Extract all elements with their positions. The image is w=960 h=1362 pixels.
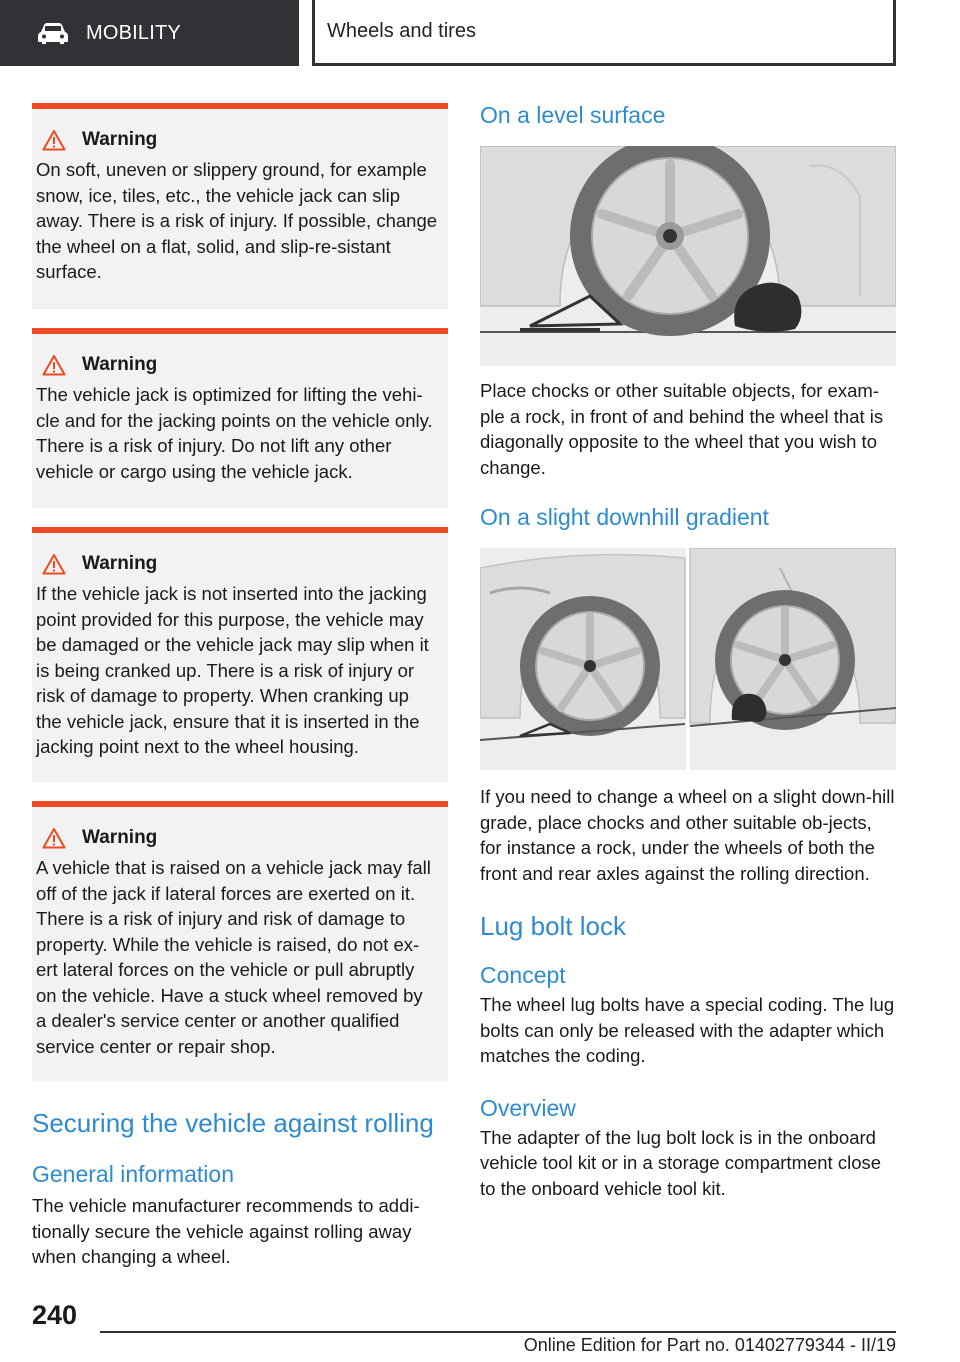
subsection-heading: On a slight downhill gradient — [480, 504, 769, 530]
warning-text: A vehicle that is raised on a vehicle jack may fall off of the jack if lateral forces are exerted on it. There is a risk of injury and risk of damage to property. While the vehicle is raised, do not ex-ert lateral forces on the vehicle or pull abruptly on the vehicle. Have a stuck wheel removed by a dealer's service center or another qualified service center or repair shop. — [36, 857, 431, 1057]
right-column — [480, 100, 896, 1201]
warning-triangle-icon — [42, 354, 66, 376]
section-title: MOBILITY — [86, 21, 181, 44]
page-header — [0, 0, 960, 66]
body-paragraph: The adapter of the lug bolt lock is in the onboard vehicle tool kit or in a storage compartment close to the onboard vehicle tool kit. — [480, 1126, 882, 1199]
subsection-heading: General information — [32, 1161, 234, 1187]
warning-box — [32, 801, 448, 1081]
warning-box — [32, 527, 448, 782]
warning-title: Warning — [82, 129, 158, 150]
car-icon — [36, 21, 70, 45]
section-heading: Lug bolt lock — [480, 911, 626, 941]
warning-text: The vehicle jack is optimized for lifting the vehi-cle and for the jacking points on the vehicle only. There is a risk of injury. Do not lift any other vehicle or cargo using the vehicle jack. — [36, 384, 433, 482]
wheel-chock-illustration — [480, 146, 896, 366]
warning-title: Warning — [82, 553, 158, 574]
edition-note: Online Edition for Part no. 01402779344 - II/19 — [523, 1335, 896, 1355]
subsection-heading: On a level surface — [480, 102, 666, 128]
warning-box — [32, 328, 448, 508]
body-paragraph: The wheel lug bolts have a special coding. The lug bolts can only be released with the adapter which matches the coding. — [480, 994, 895, 1066]
section-tab — [0, 0, 299, 66]
page-number: 240 — [32, 1300, 78, 1330]
warning-title: Warning — [82, 827, 158, 848]
warning-triangle-icon — [42, 553, 66, 575]
body-paragraph: The vehicle manufacturer recommends to addi-tionally secure the vehicle against rolling away when changing a wheel. — [32, 1195, 420, 1267]
warning-text: If the vehicle jack is not inserted into the jacking point provided for this purpose, the vehicle may be damaged or the vehicle jack may slip when it is being cranked up. There is a risk of injury or risk of damage to property. When cranking up the vehicle jack, ensure that it is inserted in the jacking point next to the wheel housing. — [36, 583, 429, 757]
warning-box — [32, 103, 448, 309]
warning-triangle-icon — [42, 827, 66, 849]
downhill-gradient-illustration — [480, 548, 896, 770]
footer-divider — [100, 1331, 896, 1333]
warning-triangle-icon — [42, 129, 66, 151]
subsection-heading: Overview — [480, 1094, 576, 1121]
level-surface-illustration — [480, 146, 896, 366]
warning-title: Warning — [82, 354, 158, 375]
body-paragraph: Place chocks or other suitable objects, for exam-ple a rock, in front of and behind the wheel that is diagonally opposite to the wheel that you wish to change. — [480, 380, 884, 478]
warning-text: On soft, uneven or slippery ground, for example snow, ice, tiles, etc., the vehicle jack can slip away. There is a risk of injury. If possible, change the wheel on a flat, solid, and slip-re-sistant surface. — [36, 159, 438, 282]
subsection-heading: Concept — [480, 962, 566, 988]
chapter-title: Wheels and tires — [327, 20, 476, 42]
section-heading: Securing the vehicle against rolling — [32, 1108, 434, 1138]
left-column — [32, 103, 448, 1270]
chapter-tab — [312, 0, 896, 66]
downhill-chock-illustration — [480, 548, 896, 770]
body-paragraph: If you need to change a wheel on a slight down-hill grade, place chocks and other suitable ob-jects, for instance a rock, under the wheels of both the front and rear axles against the rolling direction. — [480, 786, 895, 884]
